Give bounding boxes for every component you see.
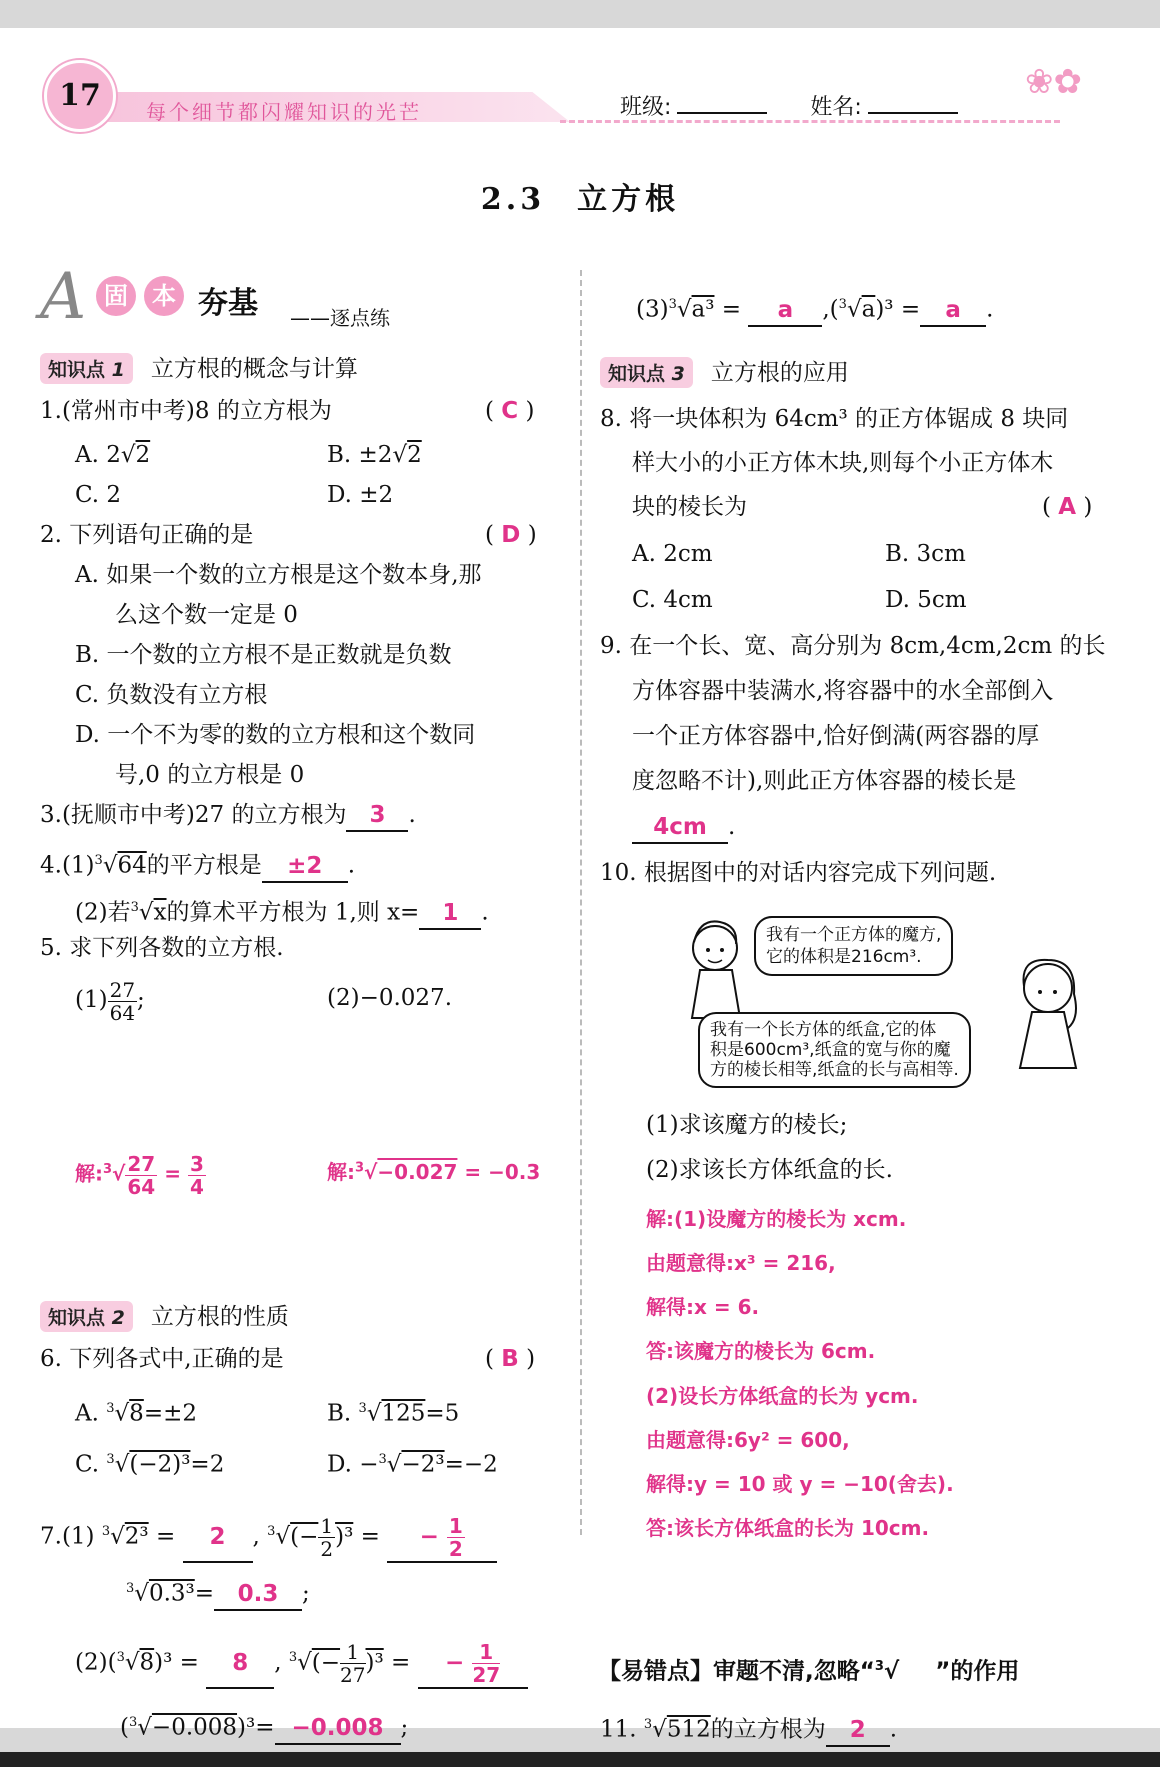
section-word: 夯基	[198, 286, 258, 321]
speech-bubble-boy: 我有一个正方体的魔方, 它的体积是216cm³.	[754, 916, 953, 976]
q1-option-b: B. ±2√2	[327, 442, 422, 468]
q6-option-c: C. $^3$√(−2)³=2	[75, 1451, 225, 1478]
q7-answer-8: a	[920, 295, 986, 327]
speech-bubble-girl: 我有一个长方体的纸盒,它的体 积是600cm³,纸盒的宽与你的魔 方的棱长相等,纸盒的长与高相等.	[698, 1012, 971, 1088]
knowledge-point-2	[40, 1298, 289, 1332]
q1-stem: 1.(常州市中考)8 的立方根为	[40, 398, 332, 424]
section-letter: A	[40, 260, 87, 334]
q8-option-c: C. 4cm	[632, 587, 713, 613]
section-circle-1: 固	[96, 276, 136, 316]
q3: 3.(抚顺市中考)27 的立方根为 3 .	[40, 800, 416, 832]
q9-line1: 9. 在一个长、宽、高分别为 8cm,4cm,2cm 的长	[600, 633, 1106, 659]
q2-option-d-line1: D. 一个不为零的数的立方根和这个数同	[75, 722, 476, 748]
q9-answer-line: 4cm .	[632, 812, 735, 844]
kp-title: 立方根的应用	[710, 360, 849, 386]
q10-solution-line3: 解得:x = 6.	[646, 1295, 760, 1319]
q7-answer-6: −0.008	[275, 1713, 401, 1745]
q10-part1: (1)求该魔方的棱长;	[646, 1112, 848, 1138]
q7-answer-1: 2	[183, 1513, 253, 1563]
q5-stem: 5. 求下列各数的立方根.	[40, 935, 284, 961]
q8-line2: 样大小的小正方体木块,则每个小正方体木	[632, 450, 1054, 476]
q2-choice: ( D )	[485, 522, 537, 548]
class-label: 班级:	[620, 95, 672, 120]
q5-solution-2: 解:$^3$√−0.027 = −0.3	[327, 1160, 541, 1184]
name-label: 姓名:	[810, 95, 862, 120]
q11-answer: 2	[826, 1715, 890, 1747]
q6-stem: 6. 下列各式中,正确的是	[40, 1346, 284, 1372]
q1-option-c: C. 2	[75, 482, 122, 508]
kp-tag: 知识点 2	[40, 1301, 133, 1332]
page-title	[0, 174, 1160, 218]
q5-part2: (2)−0.027.	[327, 985, 453, 1011]
kp-tag: 知识点 3	[600, 357, 693, 388]
q7-answer-4: 8	[206, 1639, 274, 1689]
q7-part2-line2: ($^3$√−0.008)³= −0.008 ;	[120, 1708, 408, 1745]
kp-title: 立方根的概念与计算	[150, 356, 358, 382]
q10-solution-line8: 答:该长方体纸盒的长为 10cm.	[646, 1516, 930, 1540]
q7-answer-5: − $\frac{1}{27}$	[418, 1639, 528, 1689]
q2-option-a-line2: 么这个数一定是 0	[115, 602, 298, 628]
q10-part2: (2)求该长方体纸盒的长.	[646, 1157, 893, 1183]
title-text: 立方根	[577, 182, 680, 217]
q5-solution-1: 解:$^3$√ $\frac{27}{64}$ = $\frac{3}{4}$	[75, 1151, 204, 1199]
q4-answer-1: ±2	[262, 851, 348, 883]
name-blank	[868, 112, 958, 114]
column-divider	[580, 270, 582, 1535]
q8-option-a: A. 2cm	[632, 541, 713, 567]
q6-option-b: B. $^3$√125=5	[327, 1400, 460, 1427]
q10-solution-line5: (2)设长方体纸盒的长为 ycm.	[646, 1384, 919, 1408]
section-subtitle: ——逐点练	[290, 306, 390, 330]
q9-line4: 度忽略不计),则此正方体容器的棱长是	[632, 768, 1017, 794]
q6-option-d: D. −$^3$√−2³=−2	[327, 1451, 498, 1478]
q10-solution-line6: 由题意得:6y² = 600,	[646, 1428, 850, 1452]
q9-line2: 方体容器中装满水,将容器中的水全部倒入	[632, 678, 1054, 704]
easy-mistake-note: 【易错点】审题不清,忽略“$^3$√ ”的作用	[598, 1658, 1020, 1685]
q7-part1-line2: $^3$√0.3³= 0.3 ;	[126, 1574, 310, 1611]
q7-part3: $(3)^3√a^3 = a$ ,($^3$√a)³ = a .	[636, 290, 993, 327]
bottom-bar	[0, 1752, 1160, 1767]
q1-option-d: D. ±2	[327, 482, 394, 508]
q1-choice: ( C )	[485, 398, 535, 424]
q8-option-d: D. 5cm	[885, 587, 967, 613]
kp-title: 立方根的性质	[150, 1304, 289, 1330]
q8-line3: 块的棱长为	[632, 494, 747, 520]
q5-part1: (1) $\frac{27}{64}$ ;	[75, 977, 145, 1025]
section-banner	[40, 260, 410, 334]
q1-option-a: A. 2√2	[75, 442, 151, 468]
q4-answer-2: 1	[419, 898, 481, 930]
title-number: 2.3	[480, 182, 546, 217]
q7-answer-2: − $\frac{1}{2}$	[387, 1513, 497, 1563]
class-blank	[677, 112, 767, 114]
q11: 11. $^3$√512的立方根为 2 .	[600, 1710, 897, 1747]
header-slogan: 每个细节都闪耀知识的光芒	[146, 100, 422, 124]
q9-answer: 4cm	[632, 812, 728, 844]
q8-choice: ( A )	[1042, 494, 1093, 520]
dialogue-figure	[680, 908, 1100, 1098]
q2-option-b: B. 一个数的立方根不是正数就是负数	[75, 642, 452, 668]
q6-choice: ( B )	[485, 1346, 536, 1372]
q7-answer-7: a	[748, 295, 822, 327]
q7-part2-line1: (2)($^3$√8)³ = 8 , $^3$√(− $\frac{1}{27}$ )³ = − $\frac{1}{27}$	[75, 1634, 528, 1689]
q7-part1-line1: 7.(1) $^3$√2³ = 2 , $^3$√(− $\frac{1}{2}$ )³ = − $\frac{1}{2}$	[40, 1508, 497, 1563]
page-number: 17	[44, 60, 116, 132]
q10-solution-line4: 答:该魔方的棱长为 6cm.	[646, 1339, 876, 1363]
knowledge-point-1	[40, 350, 358, 384]
q10-stem: 10. 根据图中的对话内容完成下列问题.	[600, 860, 997, 886]
flower-ornament-icon: ❀✿	[1025, 62, 1082, 102]
q10-solution-line1: 解:(1)设魔方的棱长为 xcm.	[646, 1207, 907, 1231]
q3-answer: 3	[346, 800, 408, 832]
q2-option-d-line2: 号,0 的立方根是 0	[115, 762, 305, 788]
kp-tag: 知识点 1	[40, 353, 133, 384]
q6-option-a: A. $^3$√8=±2	[75, 1400, 197, 1427]
q8-line1: 8. 将一块体积为 64cm³ 的正方体锯成 8 块同	[600, 406, 1069, 432]
q10-solution-line7: 解得:y = 10 或 y = −10(舍去).	[646, 1472, 954, 1496]
q4-part1: $4.(1)^3√64$的平方根是 ±2 .	[40, 846, 355, 883]
page-header	[40, 54, 1120, 130]
q2-option-c: C. 负数没有立方根	[75, 682, 268, 708]
q7-answer-3: 0.3	[214, 1579, 302, 1611]
workbook-page	[0, 28, 1160, 1743]
q2-option-a-line1: A. 如果一个数的立方根是这个数本身,那	[75, 562, 482, 588]
q8-option-b: B. 3cm	[885, 541, 966, 567]
section-circle-2: 本	[144, 276, 184, 316]
q10-solution-line2: 由题意得:x³ = 216,	[646, 1251, 836, 1275]
knowledge-point-3	[600, 354, 849, 388]
q9-line3: 一个正方体容器中,恰好倒满(两容器的厚	[632, 723, 1040, 749]
q2-stem: 2. 下列语句正确的是	[40, 522, 254, 548]
class-name-fields	[620, 90, 958, 121]
q4-part2: (2)若$^3$√x的算术平方根为 1,则 x= 1 .	[75, 893, 489, 930]
